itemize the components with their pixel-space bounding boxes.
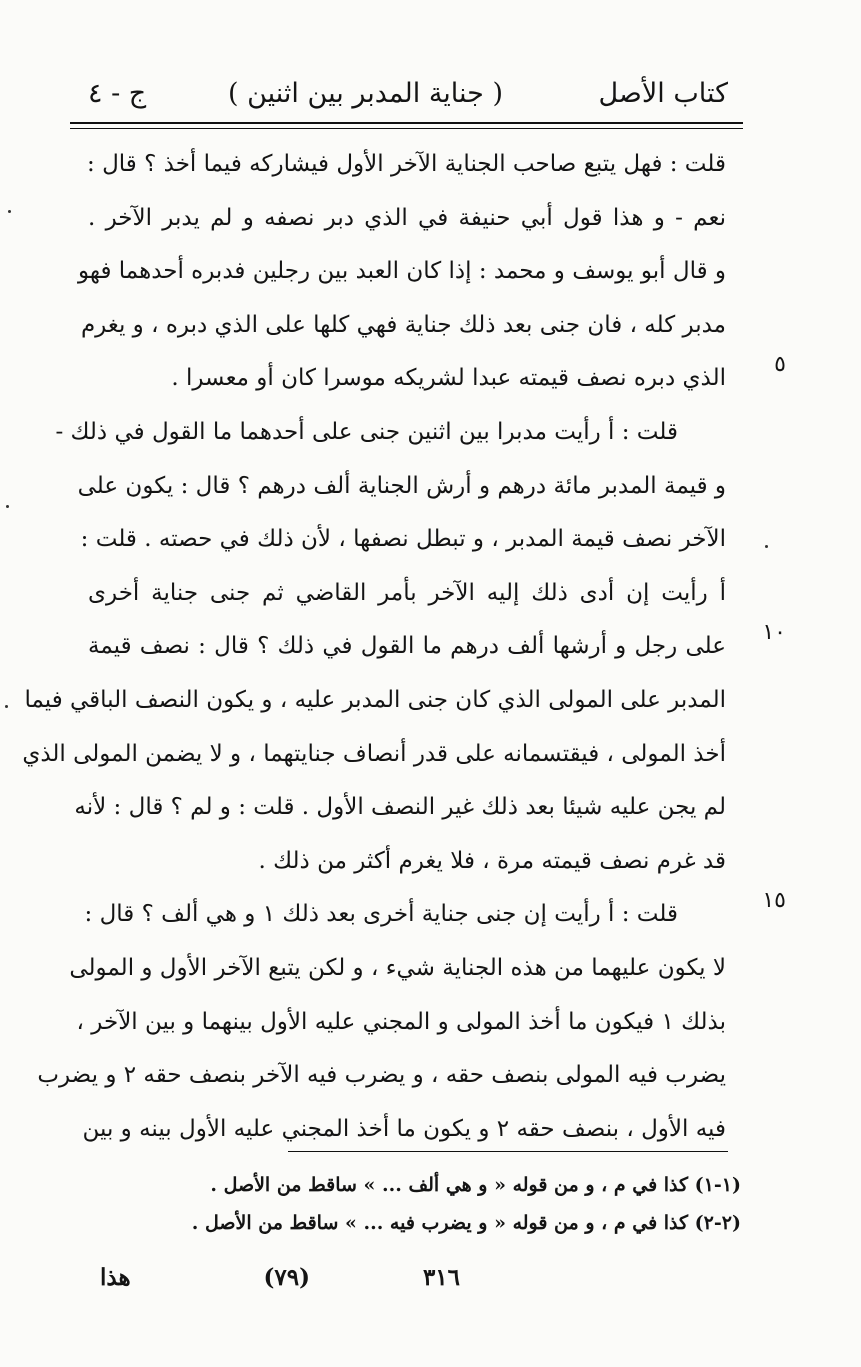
- text-line: أ رأيت إن أدى ذلك إليه الآخر بأمر القاضي ثم جنى جناية أخرى: [88, 579, 726, 606]
- text-line: مدبر كله ، فان جنى بعد ذلك جناية فهي كلها على الذي دبره ، و يغرم: [80, 311, 726, 338]
- header-rule-thick: [70, 122, 743, 124]
- text-line: المدبر على المولى الذي كان جنى المدبر عليه ، و يكون النصف الباقي فيما: [24, 686, 726, 713]
- page-footer: [100, 1258, 460, 1298]
- text-line: و قال أبو يوسف و محمد : إذا كان العبد بين رجلين فدبره أحدهما فهو: [77, 258, 726, 285]
- scan-speck: [5, 705, 8, 708]
- text-line: لم يجن عليه شيئا بعد ذلك غير النصف الأول . قلت : و لم ؟ قال : لأنه: [74, 794, 726, 821]
- text-line: لا يكون عليهما من هذه الجناية شيء ، و لكن يتبع الآخر الأول و المولى: [69, 954, 726, 981]
- text-line: الآخر نصف قيمة المدبر ، و تبطل نصفها ، لأن ذلك في حصته . قلت :: [80, 526, 726, 553]
- text-line: قد غرم نصف قيمته مرة ، فلا يغرم أكثر من ذلك .: [258, 847, 726, 874]
- line-number: ١٥: [762, 888, 786, 913]
- text-line: يضرب فيه المولى بنصف حقه ، و يضرب فيه الآخر بنصف حقه ٢ و يضرب: [37, 1062, 726, 1089]
- scan-speck: [765, 545, 768, 548]
- chapter-title: ( جناية المدبر بين اثنين ): [227, 78, 503, 109]
- main-text: [22, 138, 726, 1156]
- running-header: [88, 70, 728, 118]
- text-line: نعم - و هذا قول أبي حنيفة في الذي دبر نصفه و لم يدبر الآخر .: [88, 204, 726, 231]
- scan-speck: [8, 210, 11, 213]
- footnote: (٢-٢) كذا في م ، و من قوله « و يضرب فيه ... » ساقط من الأصل .: [191, 1212, 741, 1234]
- line-number: ١٠: [762, 620, 786, 645]
- text-line: أخذ المولى ، فيقتسمانه على قدر أنصاف جنايتهما ، و لا يضمن المولى الذي: [22, 740, 726, 767]
- header-rule-thin: [70, 128, 743, 129]
- text-line: الذي دبره نصف قيمته عبدا لشريكه موسرا كان أو معسرا .: [171, 365, 726, 392]
- catchword: هذا: [100, 1264, 131, 1291]
- text-line: و قيمة المدبر مائة درهم و أرش الجناية ألف درهم ؟ قال : يكون على: [77, 472, 726, 499]
- scan-speck: [6, 505, 9, 508]
- volume-number: ج - ٤: [88, 78, 147, 109]
- footnote-rule: [288, 1151, 728, 1152]
- footnote: (١-١) كذا في م ، و من قوله « و هي ألف ... » ساقط من الأصل .: [210, 1174, 741, 1196]
- text-line: على رجل و أرشها ألف درهم ما القول في ذلك ؟ قال : نصف قيمة: [88, 633, 726, 660]
- text-line: قلت : أ رأيت إن جنى جناية أخرى بعد ذلك ١ و هي ألف ؟ قال :: [84, 901, 678, 928]
- page-number: ٣١٦: [422, 1264, 460, 1291]
- line-number: ٥: [774, 352, 786, 377]
- text-line: بذلك ١ فيكون ما أخذ المولى و المجني عليه الأول بينهما و بين الآخر ،: [76, 1008, 726, 1035]
- text-line: قلت : فهل يتبع صاحب الجناية الآخر الأول فيشاركه فيما أخذ ؟ قال :: [87, 151, 726, 177]
- book-title: كتاب الأصل: [598, 78, 728, 109]
- text-line: فيه الأول ، بنصف حقه ٢ و يكون ما أخذ المجني عليه الأول بينه و بين: [82, 1115, 726, 1142]
- signature-mark: (٧٩): [263, 1264, 310, 1291]
- text-line: قلت : أ رأيت مدبرا بين اثنين جنى على أحدهما ما القول في ذلك -: [55, 418, 678, 445]
- footnotes: [121, 1166, 741, 1242]
